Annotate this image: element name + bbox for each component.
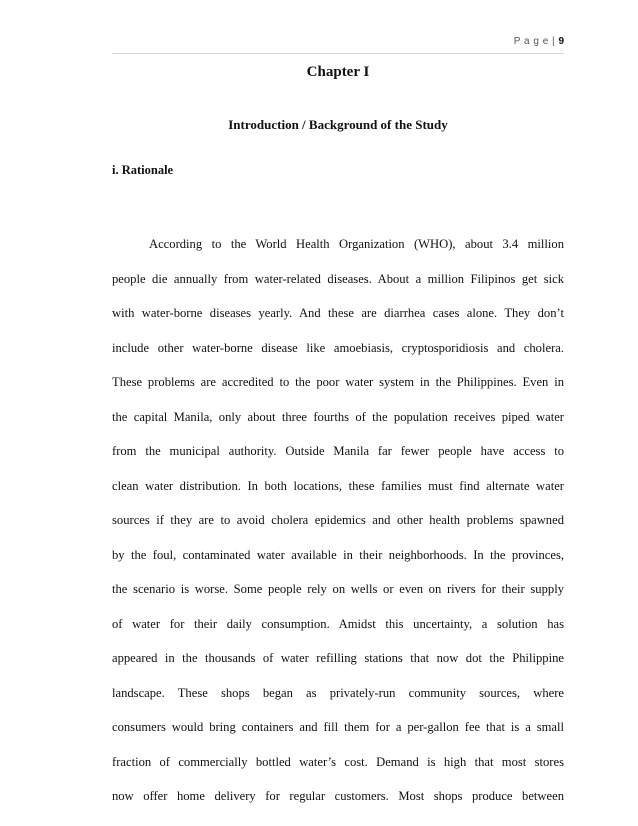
- section-subtitle: Introduction / Background of the Study: [228, 117, 448, 132]
- body-line: include other water-borne disease like amoebiasis, cryptosporidiosis and cholera.: [112, 340, 564, 355]
- page-header: [112, 36, 564, 47]
- page-separator: |: [548, 36, 559, 47]
- page-label: P a g e: [513, 36, 549, 47]
- body-line: the capital Manila, only about three fourths of the population receives piped water: [112, 409, 564, 424]
- body-line: fraction of commercially bottled water’s cost. Demand is high that most stores: [112, 754, 564, 769]
- rationale-heading: i. Rationale: [112, 163, 174, 177]
- body-line: from the municipal authority. Outside Manila far fewer people have access to: [112, 444, 564, 458]
- body-line: landscape. These shops began as privately-run community sources, where: [112, 685, 564, 700]
- body-paragraph: [112, 236, 564, 823]
- body-line: clean water distribution. In both locations, these families must find alternate water: [112, 478, 564, 493]
- body-line: These problems are accredited to the poor water system in the Philippines. Even in: [112, 375, 564, 389]
- body-line: consumers would bring containers and fill them for a per-gallon fee that is a small: [112, 720, 564, 734]
- body-line: of water for their daily consumption. Amidst this uncertainty, a solution has: [112, 616, 564, 631]
- body-line: the scenario is worse. Some people rely on wells or even on rivers for their supply: [112, 582, 564, 596]
- body-line: with water-borne diseases yearly. And these are diarrhea cases alone. They don’t: [112, 306, 564, 320]
- body-line: appeared in the thousands of water refilling stations that now dot the Philippine: [112, 651, 564, 665]
- body-line: people die annually from water-related diseases. About a million Filipinos get sick: [112, 271, 564, 286]
- body-line: According to the World Health Organization (WHO), about 3.4 million: [149, 237, 564, 251]
- body-line: sources if they are to avoid cholera epidemics and other health problems spawned: [112, 513, 564, 527]
- chapter-title: Chapter I: [306, 64, 370, 80]
- header-divider: [112, 53, 564, 54]
- body-line: by the foul, contaminated water available in their neighborhoods. In the provinces,: [112, 547, 564, 562]
- page-number: 9: [558, 36, 564, 47]
- body-line: now offer home delivery for regular customers. Most shops produce between: [112, 789, 564, 803]
